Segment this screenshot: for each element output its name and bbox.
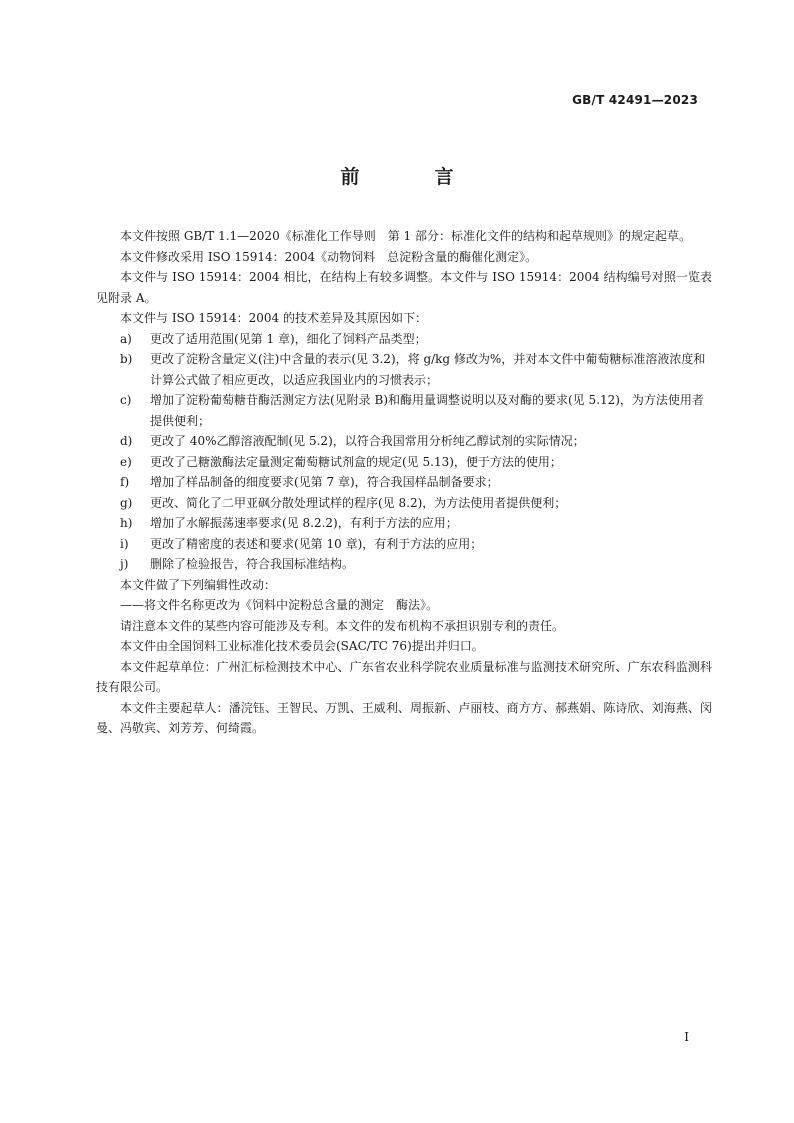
list-marker: j) — [120, 557, 129, 571]
paragraph-editorial-intro: 本文件做了下列编辑性改动： — [120, 577, 277, 592]
list-marker: i) — [120, 536, 129, 551]
list-item-text: 更改了淀粉含量定义(注)中含量的表示(见 3.2)，将 g/kg 修改为%，并对本文件中葡萄糖标准溶液浓度和计算公式做了相应更改，以适应我国业内的习惯表示； — [150, 352, 706, 387]
list-item-text: 删除了检验报告，符合我国标准结构。 — [150, 557, 355, 571]
list-item — [96, 329, 712, 350]
differences-list — [96, 329, 712, 575]
list-item-text: 更改了己糖激酶法定量测定葡萄糖试剂盒的规定(见 5.13)，便于方法的使用； — [150, 454, 562, 469]
list-item-text: 更改、简化了二甲亚砜分散处理试样的程序(见 8.2)，为方法使用者提供便利； — [150, 495, 567, 510]
paragraph-proposer: 本文件由全国饲料工业标准化技术委员会(SAC/TC 76)提出并归口。 — [120, 639, 484, 653]
list-item-text: 更改了 40%乙醇溶液配制(见 5.2)，以符合我国常用分析纯乙醇试剂的实际情况； — [150, 434, 585, 448]
list-item-text: 更改了精密度的表述和要求(见第 10 章)，有利于方法的应用； — [150, 536, 483, 551]
list-item — [96, 554, 712, 575]
list-item — [96, 472, 712, 493]
paragraph-drafting-rules: 本文件按照 GB/T 1.1—2020《标准化工作导则 第 1 部分：标准化文件的结构和起草规则》的规定起草。 — [120, 229, 691, 243]
document-code: GB/T 42491—2023 — [572, 93, 698, 107]
list-marker: e) — [120, 454, 132, 469]
list-item-text: 更改了适用范围(见第 1 章)，细化了饲料产品类型； — [150, 331, 427, 346]
list-item — [96, 452, 712, 473]
paragraph-technical-differences-intro: 本文件与 ISO 15914：2004 的技术差异及其原因如下： — [120, 311, 427, 325]
editorial-item: ——将文件名称更改为《饲料中淀粉总含量的测定 酶法》。 — [120, 598, 439, 612]
paragraph-drafters: 本文件主要起草人：潘浣钰、王智民、万凯、王威利、周振新、卢丽枝、商方方、郝燕娟、陈诗欣、刘海燕、闵曼、冯敬宾、刘芳芳、何绮霞。 — [96, 700, 712, 735]
list-item-text: 增加了水解振荡速率要求(见 8.2.2)，有利于方法的应用； — [150, 516, 458, 530]
list-item — [96, 493, 712, 514]
list-item — [96, 390, 712, 431]
list-item-text: 增加了样品制备的细度要求(见第 7 章)，符合我国样品制备要求； — [150, 475, 499, 489]
paragraph-patent-notice: 请注意本文件的某些内容可能涉及专利。本文件的发布机构不承担识别专利的责任。 — [120, 618, 565, 633]
list-item — [96, 534, 712, 555]
list-marker: a) — [120, 331, 132, 346]
list-marker: b) — [120, 352, 133, 366]
list-marker: h) — [120, 516, 133, 530]
paragraph-structure-comparison: 本文件与 ISO 15914：2004 相比，在结构上有较多调整。本文件与 ISO 15914：2004 结构编号对照一览表见附录 A。 — [96, 270, 712, 305]
list-marker: d) — [120, 434, 133, 448]
foreword-body — [96, 226, 712, 739]
page-title: 前 言 — [340, 166, 482, 188]
list-marker: f) — [120, 475, 130, 489]
paragraph-drafting-units: 本文件起草单位：广州汇标检测技术中心、广东省农业科学院农业质量标准与监测技术研究所、广东农科监测科技有限公司。 — [96, 659, 712, 694]
page-number: I — [684, 1030, 689, 1044]
list-marker: c) — [120, 393, 132, 407]
list-item — [96, 513, 712, 534]
list-item — [96, 349, 712, 390]
list-item — [96, 431, 712, 452]
paragraph-adoption: 本文件修改采用 ISO 15914：2004《动物饲料 总淀粉含量的酶催化测定》。 — [120, 249, 538, 264]
list-marker: g) — [120, 495, 133, 510]
list-item-text: 增加了淀粉葡萄糖苷酶活测定方法(见附录 B)和酶用量调整说明以及对酶的要求(见 5.12)，为方法使用者提供便利； — [150, 393, 704, 428]
